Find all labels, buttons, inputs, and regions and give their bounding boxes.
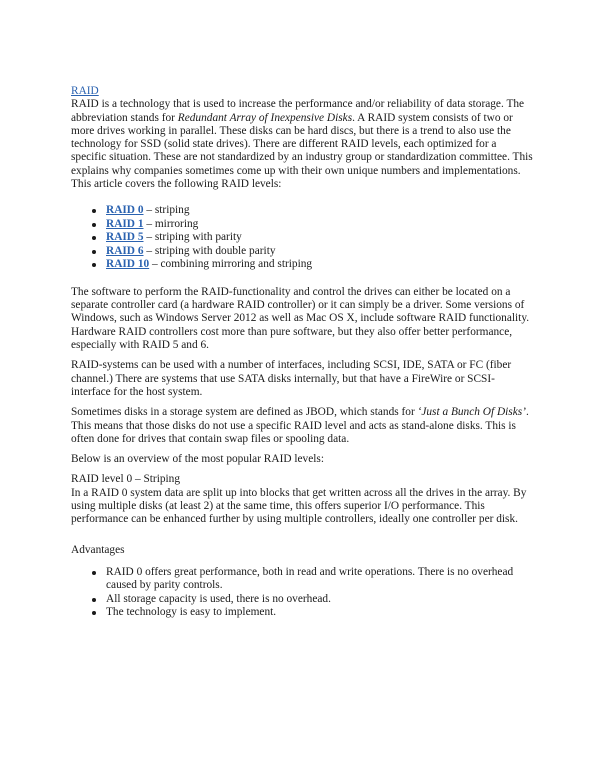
advantages-list	[71, 566, 533, 619]
list-item: All storage capacity is used, there is no overhead.	[106, 593, 533, 606]
overview-paragraph: Below is an overview of the most popular RAID levels:	[71, 453, 324, 466]
raid-0-desc: – striping	[143, 204, 190, 217]
raid-10-link[interactable]: RAID 10	[106, 258, 150, 271]
list-item	[106, 218, 533, 232]
list-item	[106, 245, 533, 259]
software-paragraph: The software to perform the RAID-functionality and control the drives can either be located on a separate controller card (a hardware RAID controller) or it can simply be a driver. Some versions of Windows, such as Windows Server 2012 as well as Mac OS X, include software RAID functionality. Hardware RAID controllers cost more than pure software, but they also offer better performance, especially with RAID 5 and 6.	[71, 285, 530, 352]
raid0-heading: RAID level 0 – Striping	[71, 473, 181, 486]
jbod-text-2: . This means that those disks do not use a specific RAID level and acts as stand-alone disks. This is often done for drives that contain swap files or spooling data.	[71, 406, 529, 445]
advantages-heading: Advantages	[71, 543, 125, 556]
raid-0-link[interactable]: RAID 0	[106, 204, 144, 217]
list-item: RAID 0 offers great performance, both in read and write operations. There is no overhead caused by parity controls.	[106, 566, 533, 593]
interfaces-paragraph: RAID-systems can be used with a number of interfaces, including SCSI, IDE, SATA or FC (fiber channel.) There are systems that use SATA disks internally, but that have a FireWire or SCSI-interface for the host system.	[71, 359, 512, 398]
jbod-emphasis: ‘Just a Bunch Of Disks’	[417, 406, 526, 419]
raid-10-desc: – combining mirroring and striping	[149, 258, 313, 271]
list-item	[106, 231, 533, 245]
list-item: The technology is easy to implement.	[106, 606, 533, 619]
jbod-paragraph	[71, 406, 533, 446]
intro-paragraph	[71, 98, 533, 191]
list-item	[106, 258, 533, 272]
raid-5-desc: – striping with parity	[143, 231, 242, 244]
raid-1-desc: – mirroring	[143, 217, 199, 230]
document-page	[71, 85, 533, 619]
raid-1-link[interactable]: RAID 1	[106, 217, 144, 230]
intro-text-2: . A RAID system consists of two or more drives working in parallel. These disks can be hard discs, but there is a trend to also use the technology for SSD (solid state drives). There are different RAID levels, each optimized for a specific situation. These are not standardized by an industry group or standardization committee. This explains why companies sometimes come up with their own unique numbers and implementations. This article covers the following RAID levels:	[71, 111, 533, 191]
raid-title-link[interactable]: RAID	[71, 85, 99, 97]
raid-5-link[interactable]: RAID 5	[106, 231, 144, 244]
raid-levels-list	[71, 204, 533, 272]
raid-6-desc: – striping with double parity	[143, 244, 276, 257]
list-item	[106, 204, 533, 218]
intro-emphasis: Redundant Array of Inexpensive Disks	[177, 111, 353, 124]
raid-6-link[interactable]: RAID 6	[106, 244, 144, 257]
raid0-paragraph: In a RAID 0 system data are split up into blocks that get written across all the drives in the array. By using multiple disks (at least 2) at the same time, this offers superior I/O performance. This performance can be enhanced further by using multiple controllers, ideally one controller per disk.	[71, 486, 527, 526]
intro-text-1: RAID is a technology that is used to increase the performance and/or reliability of data storage. The abbreviation stands for	[71, 98, 525, 124]
jbod-text-1: Sometimes disks in a storage system are defined as JBOD, which stands for	[71, 406, 418, 419]
